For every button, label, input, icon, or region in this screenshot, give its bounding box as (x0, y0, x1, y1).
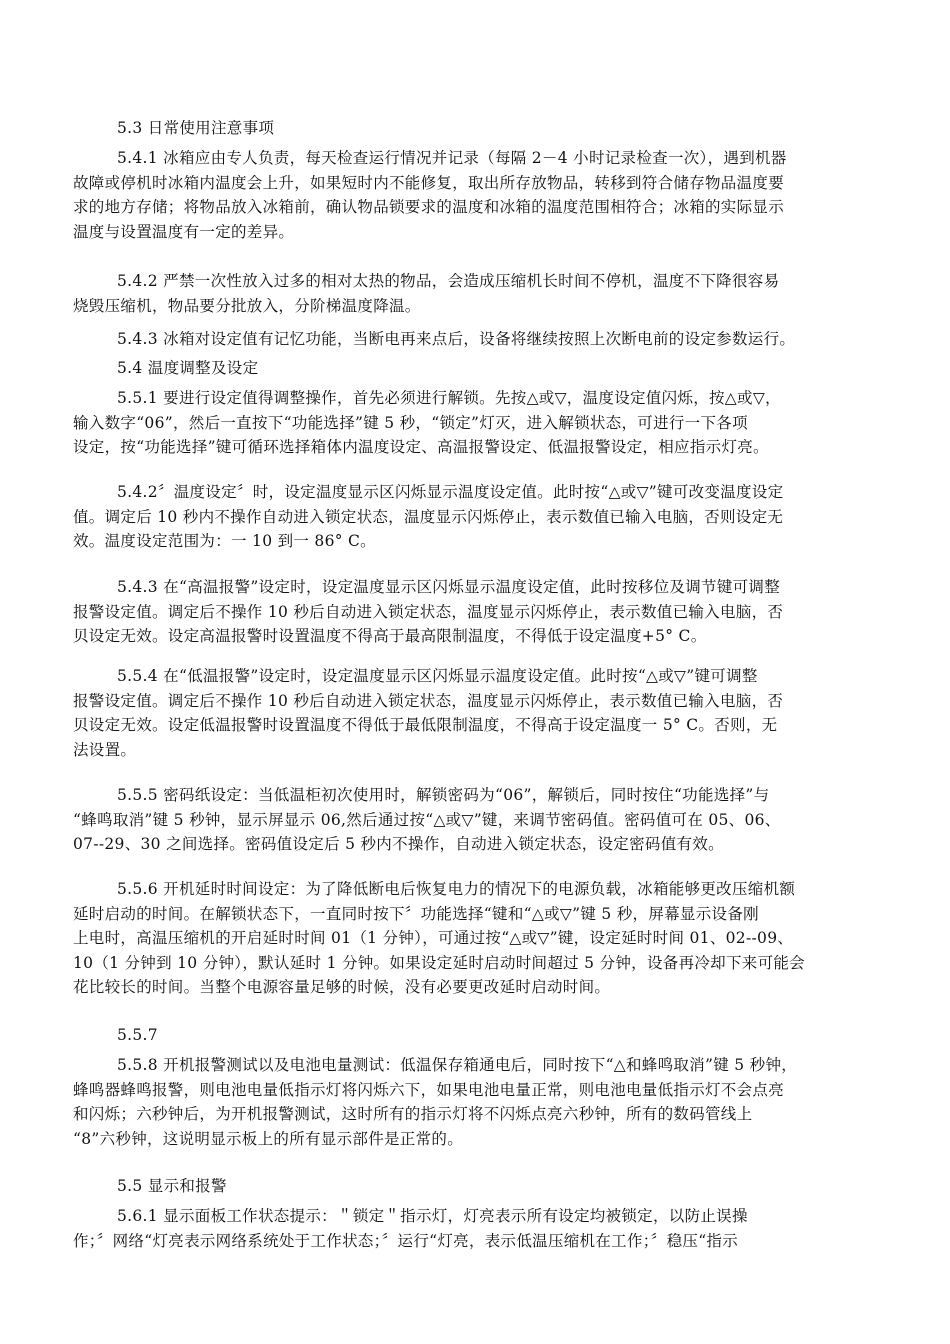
text-line: 和闪烁；六秒钟后，为开机报警测试，这时所有的指示灯将不闪烁点亮六秒钟，所有的数码管线上 (73, 1105, 753, 1123)
text-line: 07--29、30 之间选择。密码值设定后 5 秒内不操作，自动进入锁定状态，设定密码值有效。 (73, 835, 724, 853)
paragraph (73, 664, 783, 762)
text-line: 延时启动的时间。在解锁状态下，一直同时按下〞功能选择“键和“△或▽”键 5 秒，屏幕显示设备刚 (73, 904, 759, 923)
text-line: 求的地方存储；将物品放入冰箱前，确认物品锁要求的温度和冰箱的温度范围相符合；冰箱的实际显示 (73, 198, 785, 216)
text-line: 5.5.5 密码纸设定：当低温柜初次使用时，解锁密码为“06”，解锁后，同时按住“功能选择”与 (117, 786, 770, 804)
text-line: 5.4.3 冰箱对设定值有记忆功能，当断电再来点后，设备将继续按照上次断电前的设定参数运行。 (117, 330, 796, 348)
text-line: 上电时，高温压缩机的开启延时时间 01（1 分钟），可通过按“△或▽”键，设定延时时间 01、02--09、 (73, 929, 794, 947)
text-line: “蜂鸣取消”键 5 秒钟，显示屏显示 06,然后通过按“△或▽”键，来调节密码值。密码值可在 05、06、 (73, 810, 781, 829)
text-line: 花比较长的时间。当整个电源容量足够的时候，没有必要更改延时启动时间。 (73, 978, 611, 996)
text-line: 贝设定无效。设定高温报警时设置温度不得高于最高限制温度，不得低于设定温度+5° C。 (73, 627, 707, 645)
text-line: 值。调定后 10 秒内不操作自动进入锁定状态，温度显示闪烁停止，表示数值已输入电脑，否则设定无 (73, 507, 784, 526)
paragraph (73, 1023, 158, 1048)
paragraph (73, 269, 779, 318)
paragraph (73, 386, 781, 460)
text-line: 5.5.8 开机报警测试以及电池电量测试：低温保存箱通电后，同时按下“△和蜂鸣取消”键 5 秒钟， (117, 1056, 798, 1074)
text-line: 5.5 显示和报警 (117, 1177, 227, 1195)
paragraph (73, 356, 258, 381)
text-line: 输入数字“06”，然后一直按下“功能选择”键 5 秒，“锁定”灯灭，进入解锁状态，可进行一下各项 (73, 413, 748, 432)
text-line: 5.4.3 在“高温报警”设定时，设定温度显示区闪烁显示温度设定值，此时按移位及调节键可调整 (117, 578, 781, 596)
text-line: 温度与设置温度有一定的差异。 (73, 222, 295, 241)
text-line: 5.3 日常使用注意事项 (117, 119, 275, 137)
paragraph (73, 480, 783, 554)
text-line: 5.5.4 在“低温报警”设定时，设定温度显示区闪烁显示温度设定值。此时按“△或▽”键可调整 (117, 667, 758, 685)
text-line: 烧毁压缩机，物品要分批放入，分阶梯温度降温。 (73, 296, 421, 315)
paragraph (73, 1174, 227, 1199)
text-line: 5.5.6 开机延时时间设定：为了降低断电后恢复电力的情况下的电源负载，冰箱能够更改压缩机额 (117, 880, 796, 898)
text-line: 报警设定值。调定后不操作 10 秒后自动进入锁定状态，温度显示闪烁停止，表示数值已输入电脑，否 (73, 602, 784, 621)
text-line: 效。温度设定范围为：一 10 到一 86° C。 (73, 532, 376, 550)
text-line: 贝设定无效。设定低温报警时设置温度不得低于最低限制温度，不得高于设定温度一 5° C。否则，无 (73, 716, 778, 734)
text-line: 设定，按“功能选择”键可循环选择箱体内温度设定、高温报警设定、低温报警设定，相应指示灯亮。 (73, 438, 769, 456)
paragraph (73, 575, 783, 649)
paragraph (73, 1053, 797, 1151)
text-line: 蜂鸣器蜂鸣报警，则电池电量低指示灯将闪烁六下，如果电池电量正常，则电池电量低指示灯不会点亮 (73, 1080, 785, 1099)
paragraph (73, 146, 787, 244)
text-line: 法设置。 (73, 740, 137, 759)
text-line: 故障或停机时冰箱内温度会上升，如果短时内不能修复，取出所存放物品，转移到符合储存物品温度要 (73, 173, 785, 192)
text-line: 5.6.1 显示面板工作状态提示：＂锁定＂指示灯，灯亮表示所有设定均被锁定，以防止误操 (117, 1207, 748, 1225)
text-line: “8”六秒钟，这说明显示板上的所有显示部件是正常的。 (73, 1129, 464, 1148)
paragraph (73, 1204, 748, 1253)
text-line: 作；〞网络“灯亮表示网络系统处于工作状态；〞运行“灯亮，表示低温压缩机在工作；〞稳压“指示 (73, 1231, 739, 1250)
text-line: 5.5.1 要进行设定值得调整操作，首先必须进行解锁。先按△或▽，温度设定值闪烁，按△或▽， (117, 389, 781, 407)
text-line: 5.4.2〞温度设定〞时，设定温度显示区闪烁显示温度设定值。此时按“△或▽”键可改变温度设定 (117, 483, 784, 501)
text-line: 5.4 温度调整及设定 (117, 359, 259, 377)
text-line: 报警设定值。调定后不操作 10 秒后自动进入锁定状态，温度显示闪烁停止，表示数值已输入电脑，否 (73, 691, 784, 710)
paragraph (73, 783, 781, 857)
paragraph (73, 116, 274, 141)
text-line: 5.4.1 冰箱应由专人负责，每天检查运行情况并记录（每隔 2－4 小时记录检查一次），遇到机器 (117, 149, 787, 167)
paragraph (73, 877, 805, 1000)
paragraph (73, 327, 795, 352)
text-line: 10（1 分钟到 10 分钟），默认延时 1 分钟。如果设定延时启动时间超过 5 分钟，设备再冷却下来可能会 (73, 953, 805, 972)
text-line: 5.4.2 严禁一次性放入过多的相对太热的物品，会造成压缩机长时间不停机，温度不下降很容易 (117, 272, 780, 290)
text-line: 5.5.7 (117, 1026, 158, 1044)
